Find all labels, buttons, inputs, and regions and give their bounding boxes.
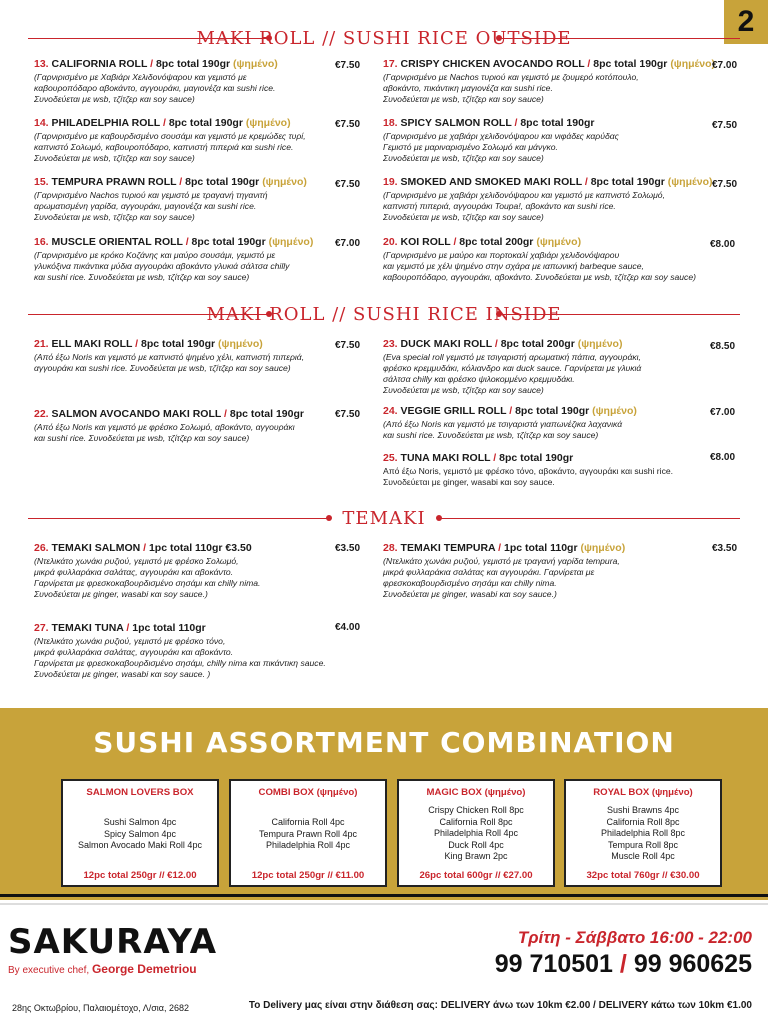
item-name: TEMAKI TEMPURA (400, 542, 496, 554)
menu-item-price: €8.00 (710, 452, 736, 463)
item-separator: / (509, 405, 513, 417)
item-number: 22. (34, 408, 49, 420)
description-line: μικρά φυλλαράκια σαλάτας, αγγουράκι και αβοκάντο. (34, 647, 234, 657)
menu-item-description (34, 556, 260, 600)
combo-box-line: California Roll 8pc (606, 816, 680, 827)
description-line: και sushi rice. Συνοδεύεται με wsb, τζίτζερ και soy sauce) (34, 433, 250, 443)
description-line: σάλτσα chilly και φρέσκο ψιλοκομμένο κρεμμυδάκι. (383, 374, 575, 384)
description-line: (Eva special roll γεμιστό με τσιγαριστή αρωματική πάπια, αγγουράκι, (383, 352, 641, 362)
description-line: καπνιστό Σολωμό, καβουροπόδαρο, καπνιστή πιπεριά και sushi rice. (34, 142, 294, 152)
menu-item (383, 338, 641, 396)
description-line: καπνιστή πιπεριά, αγγουράκι Toupa!, αβοκάντο και sushi rice. (383, 201, 616, 211)
combo-box-line: Philadelphia Roll 4pc (433, 828, 519, 838)
combo-box-line: Salmon Avocado Maki Roll 4pc (78, 840, 202, 850)
menu-item (34, 622, 326, 680)
item-number: 16. (34, 236, 49, 248)
menu-item (34, 338, 304, 374)
item-separator: / (224, 408, 227, 420)
description-line: Συνοδεύεται με wsb, τζίτζερ και soy sauce) (34, 212, 195, 222)
item-separator: / (126, 622, 130, 634)
description-line: Συνοδεύεται με wsb, τζίτζερ και soy sauce) (383, 385, 544, 395)
combo-box-line: Muscle Roll 4pc (611, 851, 675, 861)
item-number: 25. (383, 452, 398, 464)
brand-logo (8, 924, 217, 976)
menu-item-price: €4.00 (335, 622, 361, 633)
menu-item-title (34, 338, 304, 351)
combo-box-contents (566, 805, 720, 863)
description-line: (Γαρνιρισμένο με μαύρο και πορτοκαλί χαβιάρι χελιδονόψαρου (383, 250, 620, 260)
description-line: και sushi rice. Συνοδεύεται με wsb, τζίτζερ και soy sauce) (34, 272, 250, 282)
description-line: φρεσκοκαβουρδισμένο σησάμι και chilly nima. (383, 578, 557, 588)
description-line: αβοκάντο, πικάντικη μαγιονέζα και sushi rice. (383, 83, 553, 93)
item-name: CRISPY CHICKEN AVOCANDO ROLL (400, 58, 585, 70)
description-line: (Από έξω Noris και γεμιστό με τσιγαριστά γιαπωνέζικα λαχανικά (383, 419, 623, 429)
phone-numbers: 99 710501 / 99 960625 (494, 950, 752, 978)
item-detail: 8pc total 190gr (141, 338, 216, 350)
item-separator: / (162, 117, 166, 129)
combo-box-line: California Roll 4pc (271, 817, 345, 827)
item-detail: 8pc total 190gr (593, 58, 668, 70)
item-tag: (ψημένο) (670, 58, 716, 70)
description-line: (Γαρνιρισμένο με χαβιάρι χελιδονόψαρου και νιφάδες καρύδας (383, 131, 619, 141)
description-line: (Από έξω Noris και γεμιστό με φρέσκο Σολωμό, αβοκάντο, αγγουράκι (34, 422, 295, 432)
item-number: 26. (34, 542, 49, 554)
menu-item-title (383, 58, 715, 71)
menu-item (34, 408, 304, 444)
combo-box-line: Duck Roll 4pc (448, 839, 504, 850)
combo-box (61, 779, 219, 887)
item-name: ELL MAKI ROLL (51, 338, 133, 350)
menu-item-price: €7.00 (710, 407, 736, 418)
description-line: (Γαρνιρισμένο με χαβιάρι χελιδονόψαρου και γεμιστό με καπνιστό Σολωμό, (383, 190, 665, 200)
item-tag: (ψημένο) (233, 58, 278, 70)
combo-box-contents (399, 805, 553, 863)
combo-box-line: Philadelphia Roll 4pc (265, 840, 351, 850)
menu-item (34, 542, 260, 600)
description-line: Συνοδεύεται με wsb, τζίτζερ και soy sauce) (34, 94, 195, 104)
menu-item (383, 405, 637, 441)
item-number: 28. (383, 542, 398, 554)
menu-item-price: €7.50 (335, 409, 361, 420)
description-line: (Ντελικάτο χωνάκι ρυζιού, γεμιστό με φρέσκο Σολωμό, (34, 556, 239, 566)
menu-item-description (383, 190, 713, 223)
menu-item-description (34, 422, 304, 444)
description-line: Γαρνίρεται με φρεσκοκαβουρδισμένο σησάμι, chilly nima και πικάντικη sauce. (34, 658, 326, 668)
item-detail: 8pc total 190gr (229, 408, 304, 420)
menu-item-description (383, 72, 715, 105)
description-line: (Από έξω Noris και γεμιστό με καπνιστό ψημένο χέλι, καπνιστή πιπεριά, (34, 352, 305, 362)
description-line: Συνοδεύεται με ginger, wasabi και soy sauce. (383, 477, 555, 487)
item-separator: / (493, 452, 497, 464)
menu-item (34, 58, 278, 105)
menu-item-title (34, 117, 306, 130)
item-name: TEMPURA PRAWN ROLL (51, 176, 177, 188)
description-line: αρωματισμένη γαρίδα, αγγουράκι, μαγιονέζα και sushi rice. (34, 201, 257, 211)
menu-item-title (383, 176, 713, 189)
item-detail: 8pc total 190gr (515, 405, 590, 417)
menu-item (34, 117, 306, 164)
combo-box-line: Sushi Brawns 4pc (606, 805, 680, 815)
item-name: PHILADELPHIA ROLL (51, 117, 161, 129)
menu-item-title (383, 405, 637, 418)
combo-box-price: 12pc total 250gr // €11.00 (251, 870, 365, 881)
combo-box-line: Tempura Roll 8pc (607, 839, 679, 850)
menu-item-price: €7.50 (335, 179, 361, 190)
menu-item-description (34, 250, 313, 283)
description-line: και sushi rice. Συνοδεύεται με wsb, τζίτζερ και soy sauce) (383, 430, 599, 440)
menu-item-title (34, 58, 278, 71)
item-detail: 8pc total 190gr (185, 176, 260, 188)
description-line: (Γαρνιρισμένο με κρόκο Κοζάνης και μαύρο σουσάμι, γεμιστό με (34, 250, 276, 260)
combo-box-line: Tempura Prawn Roll 4pc (258, 828, 358, 839)
description-line: καβουροπόδαρο, αγγουράκι, αβοκάντο. Συνοδεύεται με wsb, τζίτζερ και soy sauce) (383, 272, 696, 282)
menu-item-price: €7.50 (335, 340, 361, 351)
menu-item-price: €8.00 (710, 239, 736, 250)
section-header-maki-inside (28, 304, 740, 326)
menu-item-price: €7.50 (335, 60, 361, 71)
description-line: Συνοδεύεται με wsb, τζίτζερ και soy sauce) (383, 94, 544, 104)
menu-item (383, 452, 673, 488)
menu-item-description (34, 72, 278, 105)
description-line: (Γαρνιρισμένο με καβουρδισμένο σουσάμι και γεμιστό με κρεμώδες τυρί, (34, 131, 306, 141)
menu-item-description (383, 556, 625, 600)
item-detail: 1pc total 110gr €3.50 (148, 542, 252, 554)
item-detail: 8pc total 190gr (168, 117, 243, 129)
combo-box-price: 12pc total 250gr // €12.00 (83, 870, 197, 881)
item-name: TEMAKI TUNA (51, 622, 124, 634)
description-line: Συνοδεύεται με ginger, wasabi και soy sauce.) (34, 589, 208, 599)
description-line: (Γαρνιρισμένο με Nachos τυριού και γεμιστό με ζουμερό κοτόπουλο, (383, 72, 639, 82)
description-line: μικρά φυλλαράκια σαλάτας, αγγουράκι και αβοκάντο. (34, 567, 234, 577)
menu-item-title (34, 176, 307, 189)
item-detail: 8pc total 190gr (499, 452, 574, 464)
item-number: 13. (34, 58, 49, 70)
section-title: TEMAKI (342, 508, 426, 529)
section-header-maki-outside (28, 28, 740, 50)
item-detail: 1pc total 110gr (504, 542, 578, 554)
item-name: SALMON AVOCANDO MAKI ROLL (51, 408, 222, 420)
item-separator: / (453, 236, 457, 248)
section-title: MAKI ROLL // SUSHI RICE INSIDE (206, 304, 562, 325)
menu-item-price: €7.00 (712, 60, 738, 71)
description-line: γλυκόξινα πικάντικα μύδια αγγουράκι αβοκάντο γλυκιά σάλτσα chilly (34, 261, 290, 271)
delivery-info: Το Delivery μας είναι στην διάθεση σας: DELIVERY άνω των 10km €2.00 / DELIVERY κάτω των 10km €1.00 (248, 1000, 752, 1011)
combo-box-title: COMBI BOX (ψημένο) (258, 787, 358, 798)
description-line: Γεμιστό με μαριναρισμένο Σολωμό και μάνγκο. (383, 142, 558, 152)
combo-box-contents (63, 817, 217, 852)
item-detail: 8pc total 200gr (459, 236, 534, 248)
combo-box-line: Crispy Chicken Roll 8pc (428, 805, 524, 815)
menu-item-description (34, 190, 307, 223)
item-separator: / (587, 58, 591, 70)
menu-item (383, 236, 696, 283)
description-line: μικρά φυλλαράκια σαλάτας και αγγουράκι. Γαρνίρεται με (383, 567, 595, 577)
item-name: SPICY SALMON ROLL (400, 117, 512, 129)
item-number: 19. (383, 176, 398, 188)
brand-name: SAKURAYA (8, 922, 218, 962)
description-line: Από έξω Noris, γεμιστό με φρέσκο τόνο, αβοκάντο, αγγουράκι και sushi rice. (383, 466, 674, 476)
combo-box (397, 779, 555, 887)
menu-item-title (34, 622, 326, 635)
item-number: 27. (34, 622, 49, 634)
description-line: (Ντελικάτο χωνάκι ρυζιού, γεμιστό με τραγανή γαρίδα tempura, (383, 556, 620, 566)
combo-box-line: Philadelphia Roll 8pc (600, 828, 686, 838)
menu-item-description (34, 636, 326, 680)
item-name: DUCK MAKI ROLL (400, 338, 492, 350)
menu-item-title (383, 117, 619, 130)
item-separator: / (179, 176, 183, 188)
description-line: Γαρνίρεται με φρεσκοκαβουρδισμένο σησάμι και chilly nima. (34, 578, 261, 588)
combo-box-line: Spicy Salmon 4pc (103, 828, 177, 839)
menu-item-price: €7.00 (335, 238, 361, 249)
item-tag: (ψημένο) (667, 176, 713, 188)
item-separator: / (584, 176, 588, 188)
description-line: και γεμιστό με χέλι ψημένο στην σχάρα με ιαπωνική barbeque sauce, (383, 261, 644, 271)
combo-box-title: ROYAL BOX (ψημένο) (593, 787, 693, 798)
item-name: VEGGIE GRILL ROLL (400, 405, 507, 417)
combo-box (229, 779, 387, 887)
assortment-title: SUSHI ASSORTMENT COMBINATION (93, 726, 675, 759)
item-number: 14. (34, 117, 49, 129)
combo-box-title: SALMON LOVERS BOX (86, 787, 194, 798)
menu-item-description (34, 131, 306, 164)
combo-box-price: 26pc total 600gr // €27.00 (419, 870, 533, 881)
menu-item-price: €8.50 (710, 341, 736, 352)
item-tag: (ψημένο) (580, 542, 626, 554)
menu-item-description (383, 131, 619, 164)
combo-box-title: MAGIC BOX (ψημένο) (426, 787, 526, 798)
item-number: 17. (383, 58, 398, 70)
menu-item (383, 542, 625, 600)
description-line: αγγουράκι και sushi rice. Συνοδεύεται με wsb, τζίτζερ και soy sauce) (34, 363, 291, 373)
menu-item (383, 176, 713, 223)
item-separator: / (135, 338, 139, 350)
item-number: 20. (383, 236, 398, 248)
item-tag: (ψημένο) (592, 405, 637, 417)
item-number: 15. (34, 176, 49, 188)
item-separator: / (514, 117, 518, 129)
combo-box (564, 779, 722, 887)
chef-credit: By executive chef, George Demetriou (8, 962, 197, 976)
menu-item-title (383, 236, 696, 249)
menu-item-price: €7.50 (712, 179, 738, 190)
description-line: (Γαρνιρισμένο Nachos τυριού και γεμιστό με τραγανή τηγανιτή (34, 190, 268, 200)
combo-box-line: California Roll 8pc (439, 816, 513, 827)
item-number: 23. (383, 338, 398, 350)
item-number: 24. (383, 405, 398, 417)
item-number: 18. (383, 117, 398, 129)
item-tag: (ψημένο) (577, 338, 623, 350)
description-line: (Ντελικάτο χωνάκι ρυζιού, γεμιστό με φρέσκο τόνο, (34, 636, 226, 646)
item-tag: (ψημένο) (268, 236, 314, 248)
item-name: KOI ROLL (400, 236, 451, 248)
combo-box-line: Sushi Salmon 4pc (103, 817, 177, 827)
menu-item-title (34, 408, 304, 421)
menu-item-title (383, 452, 673, 465)
menu-item-price: €3.50 (712, 543, 738, 554)
item-tag: (ψημένο) (262, 176, 307, 188)
description-line: Συνοδεύεται με wsb, τζίτζερ και soy sauce) (383, 212, 544, 222)
combo-box-contents (231, 817, 385, 852)
opening-hours: Τρίτη - Σάββατο 16:00 - 22:00 (517, 928, 752, 947)
menu-item-price: €7.50 (712, 120, 738, 131)
combo-box-price: 32pc total 760gr // €30.00 (586, 870, 700, 881)
description-line: (Γαρνιρισμένο με Χαβιάρι Χελιδονόψαρου και γεμιστό με (34, 72, 247, 82)
address: 28ης Οκτωβρίου, Παλαιομέτοχο, Λ/σια, 2682 (12, 1003, 189, 1013)
menu-item-title (34, 542, 260, 555)
menu-item-description (383, 352, 641, 396)
description-line: καβουροπόδαρο αβοκάντο, αγγουράκι, μαγιονέζα και sushi rice. (34, 83, 276, 93)
description-line: Συνοδεύεται με wsb, τζίτζερ και soy sauce) (34, 153, 195, 163)
item-separator: / (150, 58, 154, 70)
menu-item-price: €7.50 (335, 119, 361, 130)
item-separator: / (494, 338, 498, 350)
item-detail: 8pc total 190gr (590, 176, 665, 188)
item-detail: 1pc total 110gr (132, 622, 206, 634)
menu-item-title (34, 236, 313, 249)
combo-box-line: King Brawn 2pc (444, 851, 508, 861)
item-separator: / (143, 542, 147, 554)
menu-item-title (383, 542, 625, 555)
item-separator: / (185, 236, 189, 248)
menu-item (34, 176, 307, 223)
section-title: MAKI ROLL // SUSHI RICE OUTSIDE (196, 28, 572, 49)
item-name: TUNA MAKI ROLL (400, 452, 491, 464)
item-number: 21. (34, 338, 49, 350)
item-tag: (ψημένο) (245, 117, 291, 129)
menu-item-price: €3.50 (335, 543, 361, 554)
item-name: MUSCLE ORIENTAL ROLL (51, 236, 183, 248)
item-name: SMOKED AND SMOKED MAKI ROLL (400, 176, 582, 188)
item-separator: / (498, 542, 502, 554)
menu-item (34, 236, 313, 283)
menu-item-title (383, 338, 641, 351)
page-number: 2 (724, 0, 768, 44)
menu-item-description (383, 466, 673, 488)
description-line: Συνοδεύεται με ginger, wasabi και soy sauce.) (383, 589, 557, 599)
item-name: TEMAKI SALMON (51, 542, 141, 554)
item-tag: (ψημένο) (536, 236, 582, 248)
item-tag: (ψημένο) (218, 338, 263, 350)
menu-item (383, 58, 715, 105)
item-detail: 8pc total 200gr (500, 338, 575, 350)
menu-item-description (383, 250, 696, 283)
menu-item (383, 117, 619, 164)
item-detail: 8pc total 190gr (155, 58, 231, 70)
menu-item-description (34, 352, 304, 374)
item-name: CALIFORNIA ROLL (51, 58, 148, 70)
item-detail: 8pc total 190gr (191, 236, 266, 248)
section-header-temaki (28, 508, 740, 530)
description-line: φρέσκο κρεμμυδάκι, κόλιανδρο και duck sauce. Γαρνίρεται με γλυκιά (383, 363, 642, 373)
description-line: Συνοδεύεται με ginger, wasabi και soy sauce. ) (34, 669, 211, 679)
item-detail: 8pc total 190gr (520, 117, 595, 129)
description-line: Συνοδεύεται με wsb, τζίτζερ και soy sauce) (383, 153, 544, 163)
menu-item-description (383, 419, 637, 441)
